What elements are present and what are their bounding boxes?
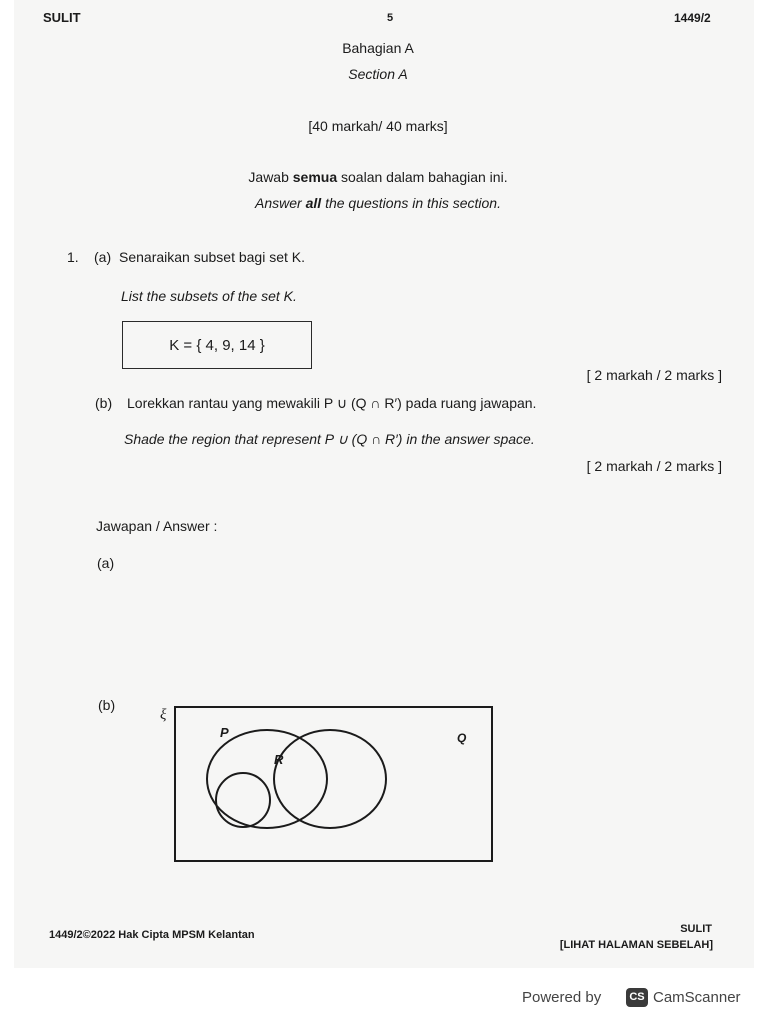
set-q-ellipse[interactable] — [274, 730, 386, 828]
part-a-label: (a) — [94, 249, 112, 265]
part-b-malay: Lorekkan rantau yang mewakili P ∪ (Q ∩ R′) pada ruang jawapan. — [127, 395, 537, 411]
set-k-definition: K = { 4, 9, 14 } — [169, 336, 265, 354]
question-number: 1. — [67, 249, 79, 265]
section-marks: [40 markah/ 40 marks] — [308, 118, 448, 134]
part-a-malay: Senaraikan subset bagi set K. — [119, 249, 306, 265]
set-q-label: Q — [457, 731, 467, 745]
part-a-marks: [ 2 markah / 2 marks ] — [586, 367, 722, 383]
part-a-english: List the subsets of the set K. — [121, 288, 297, 304]
section-title-english: Section A — [348, 66, 408, 82]
answer-part-a-label: (a) — [97, 555, 115, 571]
venn-diagram[interactable] — [150, 700, 500, 870]
instruction-english: Answer all the questions in this section. — [255, 195, 501, 211]
set-k-box — [122, 321, 312, 369]
part-b-marks: [ 2 markah / 2 marks ] — [586, 458, 722, 474]
answer-heading: Jawapan / Answer : — [96, 518, 218, 534]
footer-sulit: SULIT — [680, 923, 712, 935]
universal-set-label: ξ — [160, 707, 167, 723]
section-title-malay: Bahagian A — [342, 40, 414, 56]
page-number: 5 — [387, 12, 394, 24]
paper-code: 1449/2 — [674, 11, 711, 25]
part-b-label: (b) — [95, 395, 113, 411]
camscanner-logo-icon: CS — [626, 988, 648, 1007]
powered-by-text: Powered by — [522, 989, 602, 1006]
set-r-label: R — [274, 752, 284, 767]
header-sulit: SULIT — [43, 10, 81, 25]
footer-copyright: 1449/2©2022 Hak Cipta MPSM Kelantan — [49, 929, 255, 941]
answer-part-b-label: (b) — [98, 697, 116, 713]
footer-next-page: [LIHAT HALAMAN SEBELAH] — [559, 939, 713, 951]
part-b-english: Shade the region that represent P ∪ (Q ∩ R′) in the answer space. — [124, 431, 535, 447]
instruction-malay: Jawab semua soalan dalam bahagian ini. — [248, 169, 508, 185]
camscanner-brand: CamScanner — [653, 989, 741, 1006]
set-p-label: P — [220, 725, 229, 740]
set-r-circle[interactable] — [216, 773, 270, 827]
